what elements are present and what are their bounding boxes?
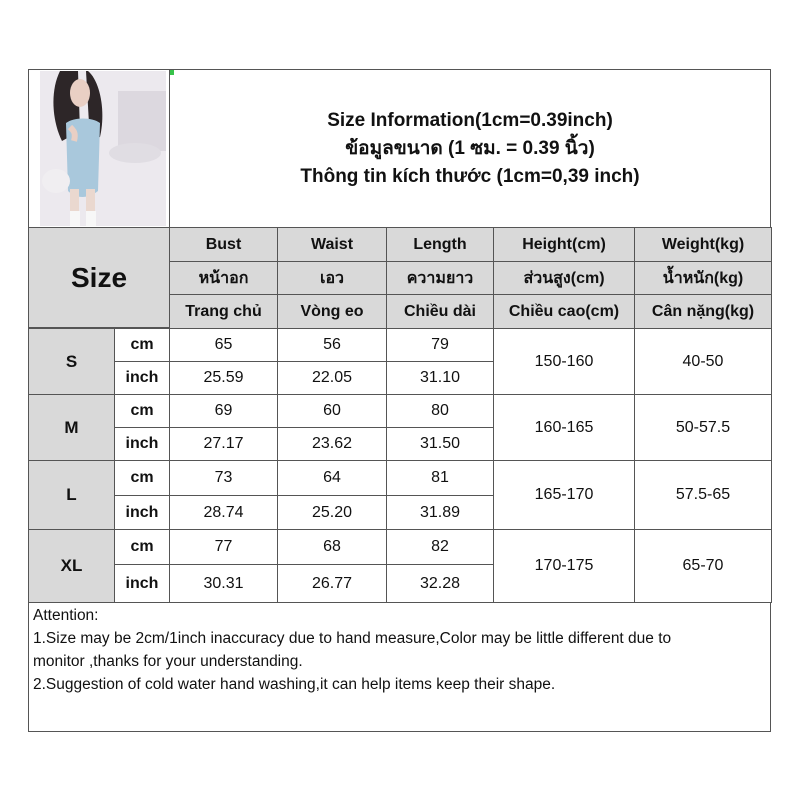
column-header-en: Height(cm) [493,227,635,262]
header-title-box [169,69,771,228]
value-inch: 27.17 [169,427,278,461]
value-inch: 23.62 [277,427,387,461]
attention-line-2: monitor ,thanks for your understanding. [33,653,303,670]
height-range: 150-160 [493,328,635,395]
unit-inch: inch [114,427,170,461]
value-cm: 60 [277,394,387,428]
value-cm: 80 [386,394,494,428]
size-label-S: S [28,328,115,395]
unit-cm: cm [114,460,170,496]
value-inch: 32.28 [386,564,494,603]
column-header-en: Length [386,227,494,262]
value-inch: 31.10 [386,361,494,395]
size-header [28,227,170,328]
height-range: 165-170 [493,460,635,530]
value-inch: 30.31 [169,564,278,603]
value-cm: 68 [277,529,387,565]
title-vi: Thông tin kích thước (1cm=0,39 inch) [300,165,640,187]
column-header-th: น้ำหนัก(kg) [634,261,772,295]
value-cm: 65 [169,328,278,362]
value-inch: 22.05 [277,361,387,395]
size-label-M: M [28,394,115,461]
column-header-vi: Trang chủ [169,294,278,329]
value-cm: 82 [386,529,494,565]
value-inch: 28.74 [169,495,278,530]
title-th: ข้อมูลขนาด (1 ซม. = 0.39 นิ้ว) [345,137,595,159]
size-label-XL: XL [28,529,115,603]
attention-line-3: 2.Suggestion of cold water hand washing,it can help items keep their shape. [33,676,556,693]
value-cm: 69 [169,394,278,428]
value-inch: 25.20 [277,495,387,530]
weight-range: 40-50 [634,328,772,395]
size-label: Size [70,261,128,293]
title-en: Size Information(1cm=0.39inch) [327,109,613,131]
model-photo-icon [40,71,166,226]
attention-line-1: 1.Size may be 2cm/1inch inaccuracy due to hand measure,Color may be little different due to [33,630,672,647]
value-cm: 81 [386,460,494,496]
unit-cm: cm [114,394,170,428]
unit-inch: inch [114,361,170,395]
unit-inch: inch [114,495,170,530]
column-header-en: Waist [277,227,387,262]
height-range: 170-175 [493,529,635,603]
unit-cm: cm [114,328,170,362]
column-header-vi: Vòng eo [277,294,387,329]
value-inch: 26.77 [277,564,387,603]
size-label-L: L [28,460,115,530]
value-inch: 25.59 [169,361,278,395]
attention-box [28,602,771,732]
attention-title: Attention: [33,607,99,624]
value-cm: 64 [277,460,387,496]
column-header-th: ส่วนสูง(cm) [493,261,635,295]
model-photo [40,71,166,226]
column-header-en: Bust [169,227,278,262]
weight-range: 50-57.5 [634,394,772,461]
column-header-th: เอว [277,261,387,295]
column-header-th: หน้าอก [169,261,278,295]
unit-inch: inch [114,564,170,603]
column-header-vi: Chiều dài [386,294,494,329]
weight-range: 65-70 [634,529,772,603]
value-inch: 31.89 [386,495,494,530]
column-header-en: Weight(kg) [634,227,772,262]
value-cm: 79 [386,328,494,362]
value-cm: 77 [169,529,278,565]
value-cm: 73 [169,460,278,496]
column-header-vi: Cân nặng(kg) [634,294,772,329]
weight-range: 57.5-65 [634,460,772,530]
column-header-th: ความยาว [386,261,494,295]
value-inch: 31.50 [386,427,494,461]
unit-cm: cm [114,529,170,565]
column-header-vi: Chiều cao(cm) [493,294,635,329]
height-range: 160-165 [493,394,635,461]
value-cm: 56 [277,328,387,362]
